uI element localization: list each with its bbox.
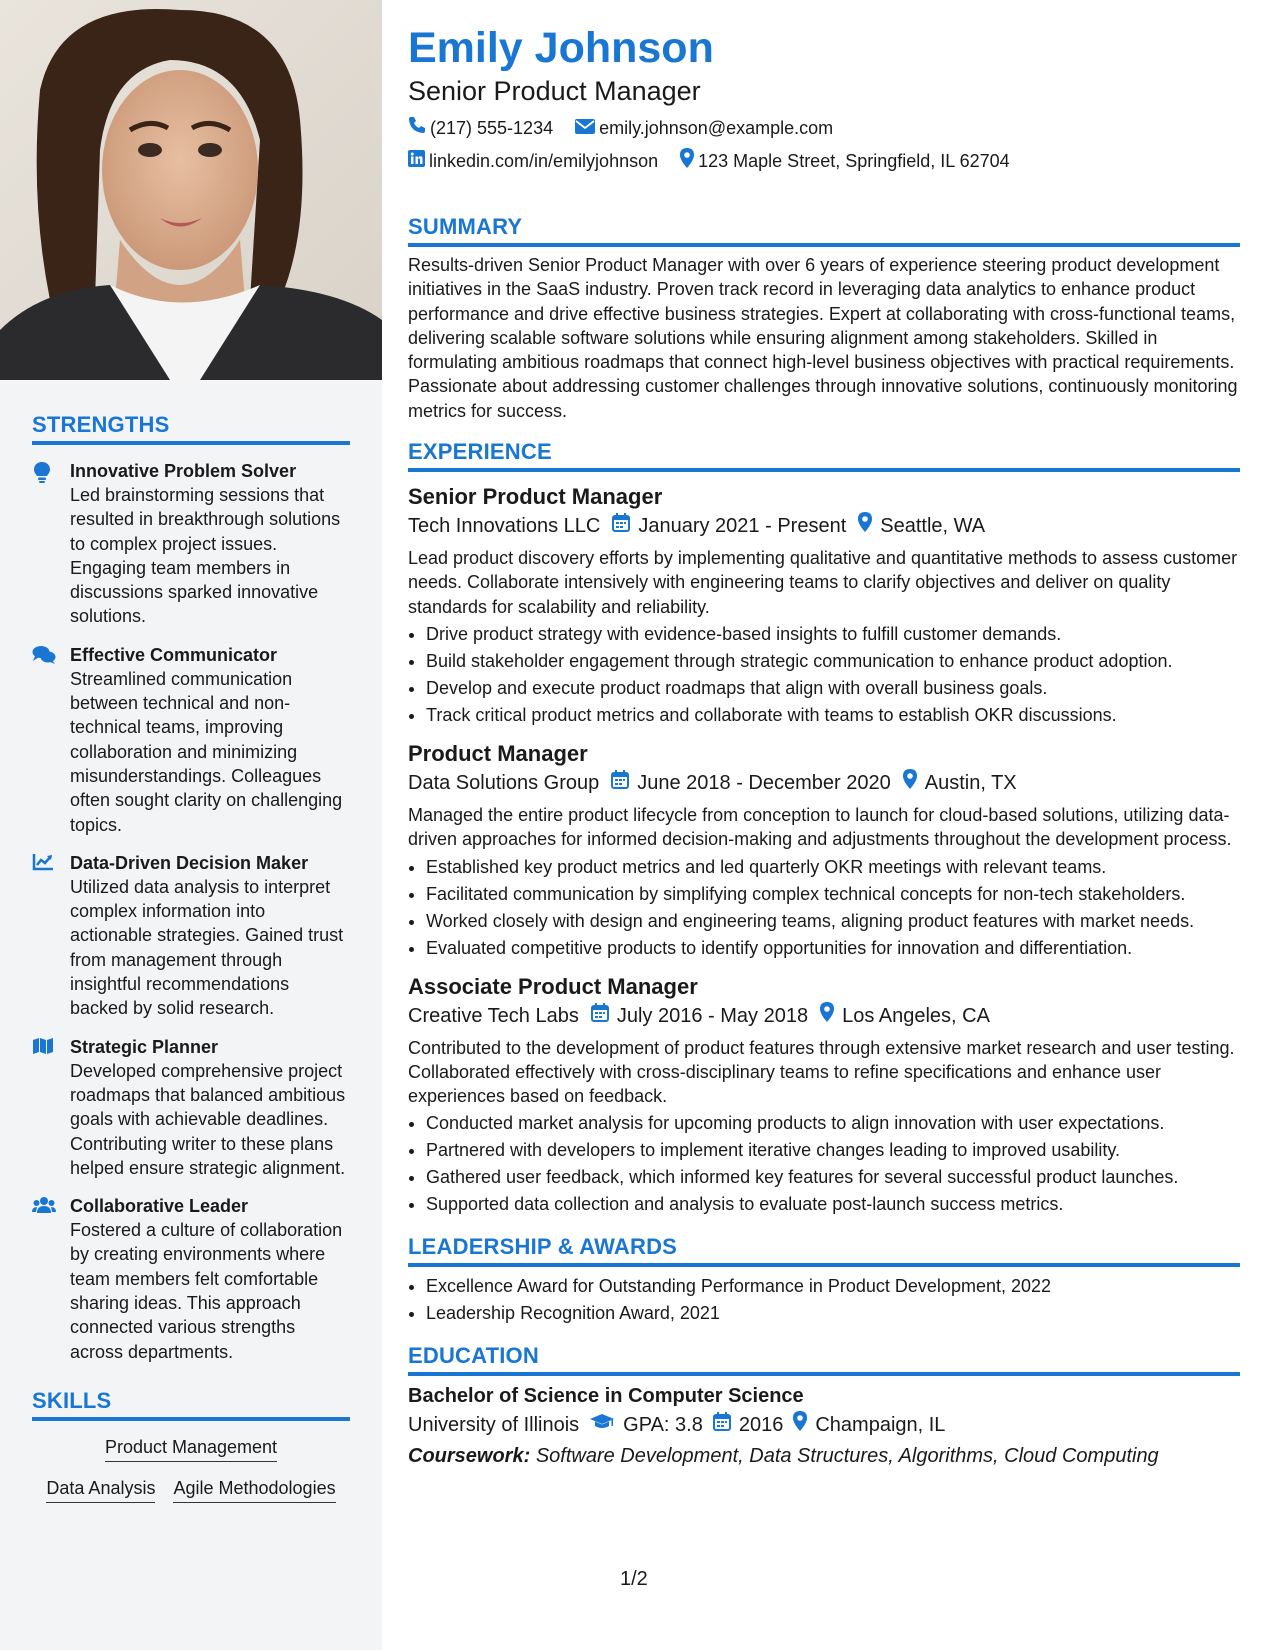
map-marker-icon [808,1002,842,1030]
envelope-icon [575,116,599,140]
job-meta [408,1002,1240,1030]
strength-description: Fostered a culture of collaboration by creating environments where team members felt comfortable sharing ideas. This approach connected various strengths across departments. [70,1220,343,1362]
job-title: Senior Product Manager [408,484,663,510]
job-title: Associate Product Manager [408,973,698,999]
job-dates: January 2021 - Present [638,515,847,538]
linkedin-item[interactable] [408,149,658,173]
award-item: • Leadership Recognition Award, 2021 [426,1300,1240,1327]
chart-line-icon [32,853,54,873]
coursework-text: Software Development, Data Structures, Algorithms, Cloud Computing [535,1445,1159,1468]
page-number: 1/2 [620,1568,648,1590]
job-meta [408,769,1240,797]
company-name: Creative Tech Labs [408,1004,579,1027]
job-description: Lead product discovery efforts by implementing qualitative and quantitative methods to assess customer needs. Collaborate intensively with engineering teams to clarify objectives and deliver on quality standards for scalability and reliability. [408,548,1238,617]
contact-row [408,148,1240,174]
strength-description: Streamlined communication between technical and non-technical teams, improving collaboration and minimizing misunderstandings. Colleagues often sought clarity on challenging topics. [70,668,343,835]
job-bullet: • Evaluated competitive products to identify opportunities for innovation and differentiation. [426,935,1240,962]
awards-section [408,1234,1240,1327]
users-icon [32,1196,54,1216]
address-item [680,148,1010,174]
job-location: Los Angeles, CA [842,1004,990,1027]
candidate-name: Emily Johnson [408,24,714,72]
gpa-text: GPA: 3.8 [623,1414,703,1437]
summary-section [408,214,1240,423]
skills-heading: SKILLS [32,1388,350,1421]
experience-heading: EXPERIENCE [408,439,1240,472]
education-heading: EDUCATION [408,1343,1240,1376]
map-marker-icon [783,1410,815,1440]
map-icon [32,1037,54,1057]
job-bullet: • Conducted market analysis for upcoming products to align innovation with user expectations. [426,1110,1240,1137]
summary-text: Results-driven Senior Product Manager with over 6 years of experience steering product development initiatives in the SaaS industry. Proven track record in leveraging data analytics to enhance product performance and drive effective business strategies. Expert at collaborating with cross-functional teams, delivering scalable software solutions while ensuring alignment among stakeholders. Skilled in formulating ambitious roadmaps that connect high-level business objectives with practical requirements. Passionate about addressing customer challenges through innovative solutions, continuously monitoring metrics for success. [408,255,1238,421]
strength-description: Utilized data analysis to interpret complex information into actionable strategies. Gained trust from management through insightful recommendations backed by solid research. [70,876,344,1019]
calendar-icon [703,1410,739,1440]
graduation-cap-icon [579,1410,623,1440]
main-content [408,22,1240,1472]
skills-section [32,1388,350,1503]
phone-text: (217) 555-1234 [430,118,554,138]
linkedin-icon [408,149,429,173]
map-marker-icon [846,512,880,540]
contact-row [408,116,1240,140]
education-section [408,1343,1240,1472]
award-item: • Excellence Award for Outstanding Performance in Product Development, 2022 [426,1273,1240,1300]
job-bullet: • Build stakeholder engagement through strategic communication to enhance product adoption. [426,648,1240,675]
linkedin-link[interactable]: linkedin.com/in/emilyjohnson [429,151,659,171]
job-description: Contributed to the development of product features through extensive market research and user testing. Collaborated effectively with cross-disciplinary teams to refine specifications and enhance user experiences based on feedback. [408,1037,1235,1107]
experience-section [408,439,1240,1218]
education-meta [408,1410,1240,1440]
strengths-heading: STRENGTHS [32,412,350,445]
summary-heading: SUMMARY [408,214,1240,247]
job-bullets [408,621,1240,729]
calendar-icon [599,769,637,797]
strength-item [32,1035,350,1180]
job-bullet: • Develop and execute product roadmaps that align with overall business goals. [426,675,1240,702]
strength-item [32,1194,350,1364]
strength-item [32,851,350,1021]
calendar-icon [600,512,638,540]
phone-icon [408,116,430,140]
strength-description: Developed comprehensive project roadmaps that balanced ambitious goals with achievable deadlines. Contributing writer to these plans helped ensure strategic alignment. [70,1060,346,1178]
strength-title: Strategic Planner [70,1036,219,1057]
job-bullet: • Gathered user feedback, which informed key features for several successful product launches. [426,1164,1240,1191]
email-item[interactable] [575,116,833,140]
graduation-year: 2016 [738,1414,784,1437]
company-name: Data Solutions Group [408,771,600,794]
lightbulb-icon [32,461,54,481]
job-description: Managed the entire product lifecycle from conception to launch for cloud-based solutions, utilizing data-driven approaches for informed decision-making and adjustments throughout the development process. [408,804,1232,850]
job-bullet: • Established key product metrics and led quarterly OKR meetings with relevant teams. [426,854,1240,881]
job-bullet: • Facilitated communication by simplifying complex technical concepts for non-tech stakeholders. [426,881,1240,908]
candidate-role: Senior Product Manager [408,76,701,106]
job-entry [408,972,1240,1219]
skill-tag: Product Management [105,1435,277,1462]
job-location: Seattle, WA [880,515,986,538]
awards-heading: LEADERSHIP & AWARDS [408,1234,1240,1267]
map-marker-icon [891,769,925,797]
job-bullet: • Drive product strategy with evidence-based insights to fulfill customer demands. [426,621,1240,648]
job-bullet: • Supported data collection and analysis to evaluate post-launch success metrics. [426,1191,1240,1218]
job-bullet: • Partnered with developers to implement iterative changes leading to improved usability. [426,1137,1240,1164]
school-location: Champaign, IL [815,1414,946,1437]
strength-title: Innovative Problem Solver [70,461,297,481]
calendar-icon [579,1002,617,1030]
skill-row [32,1435,350,1462]
job-bullets [408,1110,1240,1218]
job-title: Product Manager [408,740,588,766]
job-dates: July 2016 - May 2018 [616,1004,809,1027]
coursework-label: Coursework: [408,1445,531,1468]
comments-icon [32,645,54,665]
strength-item [32,459,350,629]
school-name: University of Illinois [408,1414,580,1437]
awards-list [408,1273,1240,1327]
strength-title: Effective Communicator [70,644,278,665]
strength-description: Led brainstorming sessions that resulted in breakthrough solutions to complex project issues. Engaging team members in discussions sparked innovative solutions. [70,485,341,627]
phone-item [408,116,553,140]
strength-item [32,643,350,837]
job-entry [408,739,1240,962]
degree-title: Bachelor of Science in Computer Science [408,1385,804,1408]
job-bullet: • Track critical product metrics and collaborate with teams to establish OKR discussions. [426,702,1240,729]
map-marker-icon [680,148,698,174]
company-name: Tech Innovations LLC [408,515,601,538]
job-bullet: • Worked closely with design and engineering teams, aligning product features with market needs. [426,908,1240,935]
job-entry [408,482,1240,729]
coursework [408,1440,1240,1472]
email-link[interactable]: emily.johnson@example.com [599,118,834,138]
sidebar [0,0,382,1650]
skill-row [32,1476,350,1503]
profile-photo [0,0,382,380]
job-location: Austin, TX [924,771,1017,794]
skill-tag: Agile Methodologies [173,1476,335,1503]
job-dates: June 2018 - December 2020 [637,771,891,794]
strength-title: Data-Driven Decision Maker [70,852,309,873]
strength-title: Collaborative Leader [70,1196,249,1217]
job-bullets [408,854,1240,962]
skill-tag: Data Analysis [46,1476,155,1503]
job-meta [408,512,1240,540]
address-text: 123 Maple Street, Springfield, IL 62704 [698,151,1010,171]
